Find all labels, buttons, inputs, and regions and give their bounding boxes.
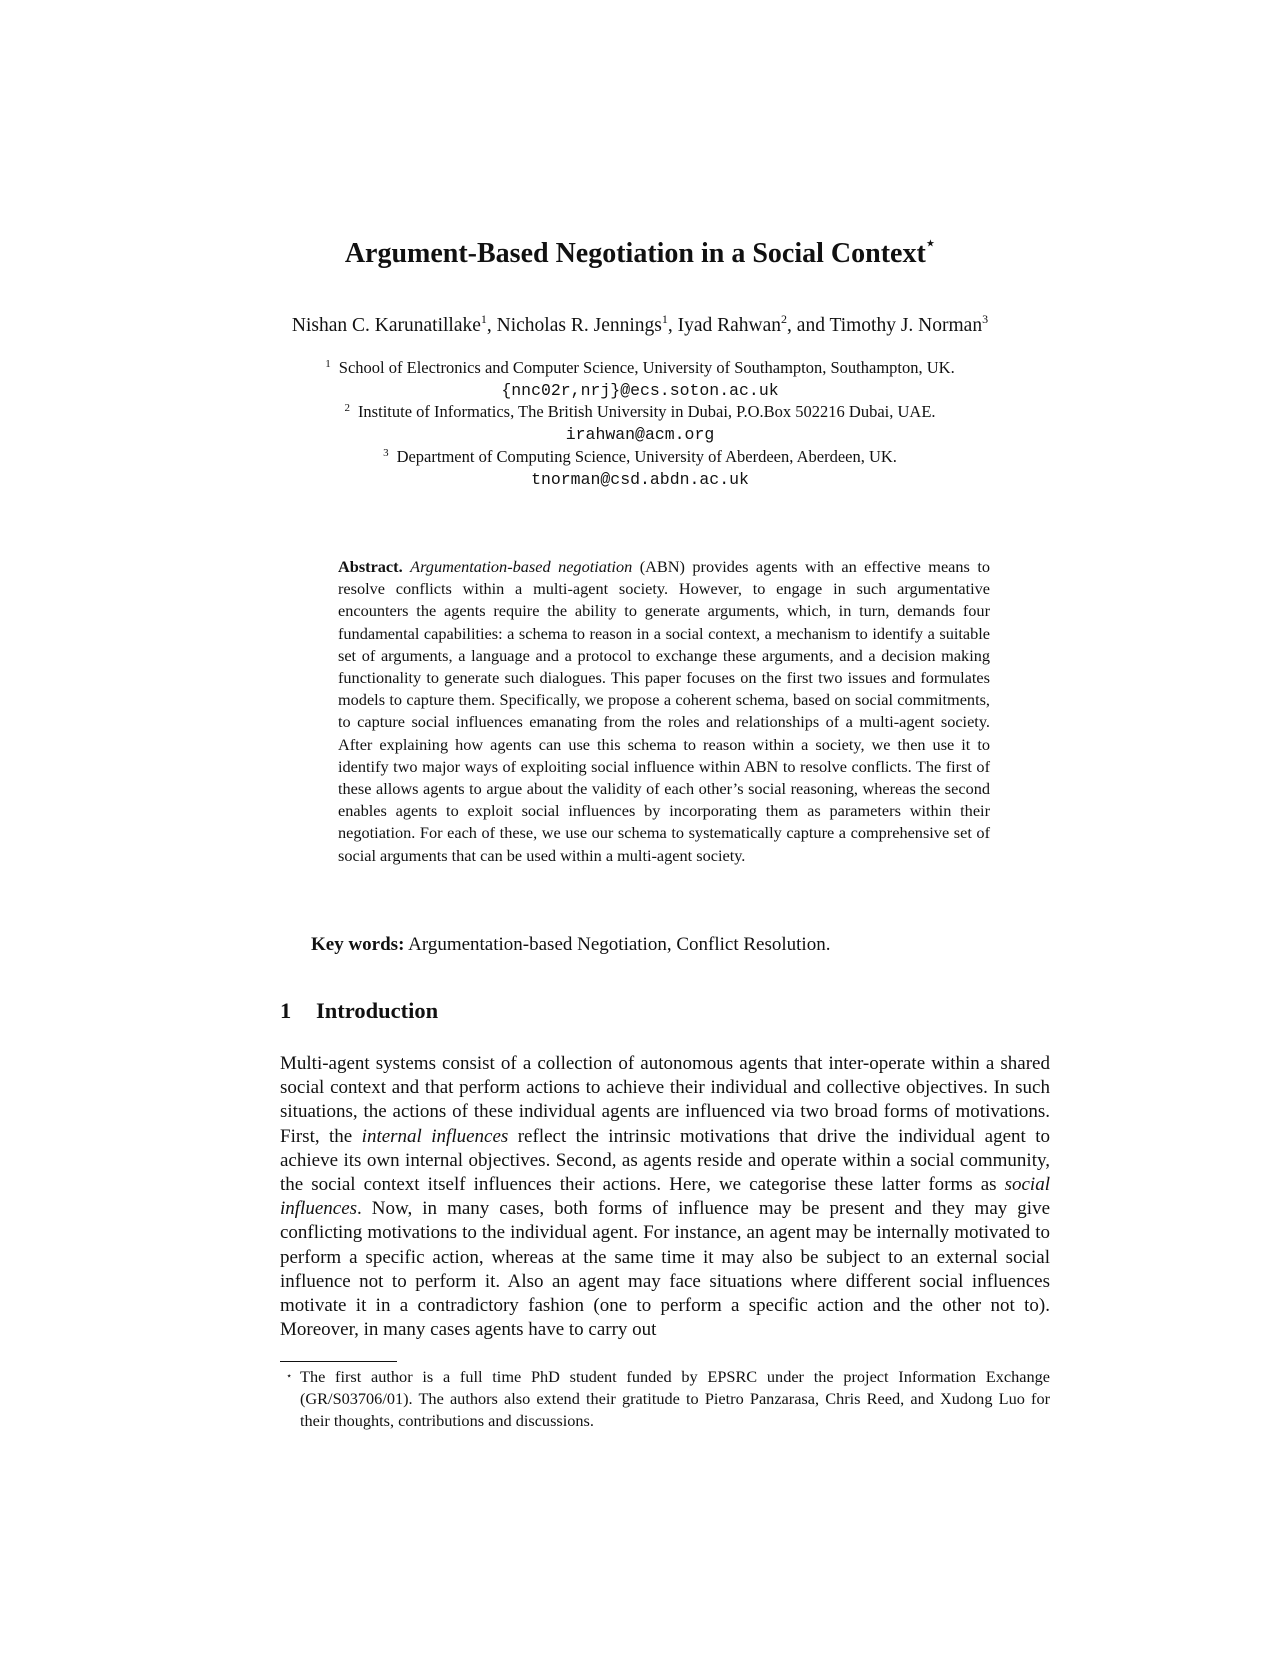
author-list (0, 312, 1280, 337)
intro-text-1: Multi-agent systems consist of a collection of autonomous agents that inter-operate within a shared social context and that perform actions to achieve their individual and collective objectives. In such situations, the actions of these individual agents are influenced via two broad forms of motivations. First, the (280, 1053, 1050, 1147)
paper-title (0, 234, 1280, 270)
abstract-text: (ABN) provides agents with an effective means to resolve conflicts within a multi-agent society. However, to engage in such argumentative encounters the agents require the ability to generate arguments, which, in turn, demands four fundamental capabilities: a schema to reason in a social context, a mechanism to identify a suitable set of arguments, a language and a protocol to exchange these arguments, and a decision making functionality to generate such dialogues. This paper focuses on the first two issues and formulates models to capture them. Specifically, we propose a coherent schema, based on social commitments, to capture social influences emanating from the roles and relationships of a multi-agent society. After explaining how agents can use this schema to reason within a society, we then use it to identify two major ways of exploiting social influence within ABN to resolve conflicts. The first of these allows agents to argue about the validity of each other’s social reasoning, whereas the second enables agents to exploit social influences by incorporating them as parameters within their negotiation. For each of these, we use our schema to systematically capture a comprehensive set of social arguments that can be used within a multi-agent society. (338, 557, 991, 865)
affiliation-2-email: irahwan@acm.org (565, 425, 715, 444)
affiliation-number: 2 (344, 402, 350, 414)
section-title: Introduction (316, 998, 439, 1023)
footnote-rule (280, 1361, 397, 1362)
keywords (311, 934, 1011, 956)
intro-paragraph (280, 1052, 1050, 1342)
section-heading (280, 998, 438, 1024)
footnote (280, 1366, 1050, 1433)
affiliation-text: Department of Computing Science, University of Aberdeen, Aberdeen, UK. (396, 447, 897, 466)
author-separator: , (486, 315, 497, 336)
author-affiliation-number: 1 (480, 312, 487, 326)
abstract-label: Abstract. (338, 557, 403, 576)
title-text: Argument-Based Negotiation in a Social Context (344, 238, 926, 269)
affiliation-text: School of Electronics and Computer Science, University of Southampton, Southampton, UK. (338, 358, 955, 377)
author-name: Timothy J. Norman (829, 315, 983, 336)
intro-text-3: . Now, in many cases, both forms of influence may be present and they may give conflicting motivations to the individual agent. For instance, an agent may be internally motivated to perform a specific action, whereas at the same time it may also be subject to an external social influence not to perform it. Also an agent may face situations where different social influences motivate it in a contradictory fashion (one to perform a specific action and the other not to). Moreover, in many cases agents have to carry out (280, 1198, 1050, 1341)
affiliation-2 (0, 402, 1280, 422)
footnote-mark: ⋆ (286, 1371, 293, 1382)
author-name: Iyad Rahwan (677, 315, 782, 336)
affiliation-1-email: {nnc02r,nrj}@ecs.soton.ac.uk (501, 381, 779, 400)
author-affiliation-number: 3 (982, 312, 989, 326)
intro-emphasis-1: internal influences (361, 1125, 509, 1147)
author-separator: , (667, 315, 678, 336)
intro-emphasis-2: social influences (280, 1174, 1050, 1220)
keywords-label: Key words: (311, 934, 405, 955)
abstract (338, 556, 990, 867)
author-affiliation-number: 2 (781, 312, 788, 326)
intro-text-2: reflect the intrinsic motivations that drive the individual agent to achieve its own internal objectives. Second, as agents reside and operate within a social community, the social context itself influences their actions. Here, we categorise these latter forms as (280, 1125, 1051, 1196)
affiliation-3 (0, 447, 1280, 467)
affiliation-1 (0, 358, 1280, 378)
footnote-text: The first author is a full time PhD student funded by EPSRC under the project Information Exchange (GR/S03706/01). The authors also extend their gratitude to Pietro Panzarasa, Chris Reed, and Xudong Luo for their thoughts, contributions and discussions. (300, 1367, 1050, 1431)
abstract-term: Argumentation-based negotiation (410, 557, 633, 576)
affiliation-text: Institute of Informatics, The British University in Dubai, P.O.Box 502216 Dubai, UAE. (357, 402, 936, 421)
affiliation-number: 1 (325, 358, 331, 370)
section-number: 1 (280, 998, 292, 1023)
affiliation-number: 3 (383, 447, 389, 459)
author-separator: , and (787, 315, 830, 336)
keywords-text: Argumentation-based Negotiation, Conflict Resolution. (408, 934, 831, 955)
affiliation-3-email: tnorman@csd.abdn.ac.uk (531, 470, 749, 489)
author-affiliation-number: 1 (661, 312, 668, 326)
title-footnote-mark: ⋆ (925, 236, 936, 252)
author-name: Nicholas R. Jennings (496, 315, 662, 336)
author-name: Nishan C. Karunatillake (291, 315, 481, 336)
